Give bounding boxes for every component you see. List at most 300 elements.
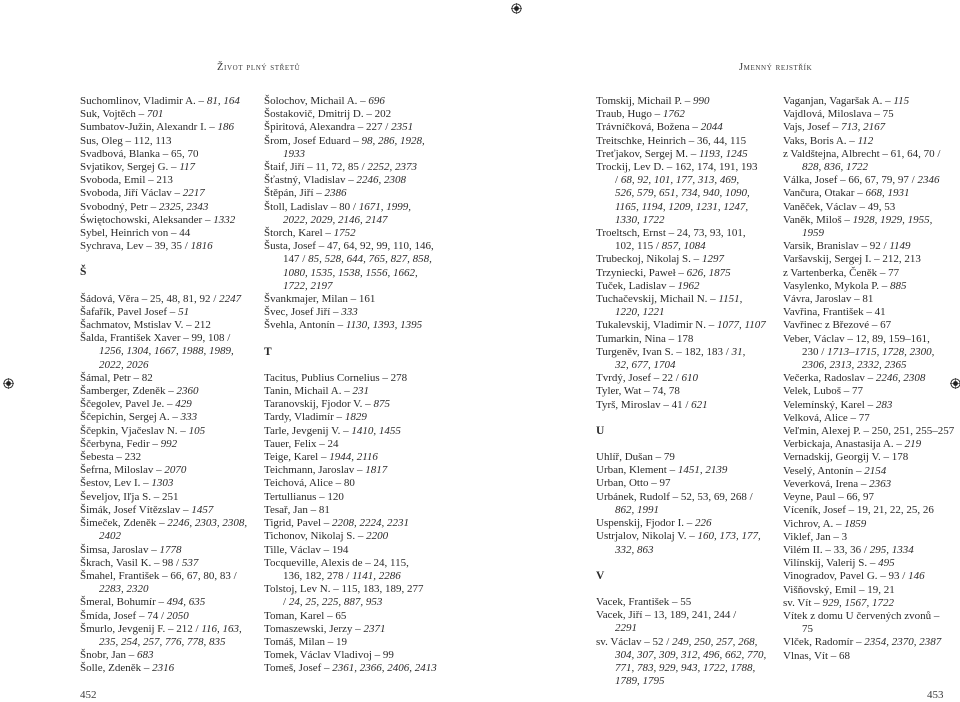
entry-text: Tesař, Jan – 81 xyxy=(264,503,330,516)
entry-pages-italic: 2022, 2026 xyxy=(99,358,149,371)
index-entry xyxy=(80,332,258,345)
entry-text: Sumbatov-Južin, Alexandr I. – xyxy=(80,121,218,134)
index-entry xyxy=(264,636,442,649)
entry-pages-italic: 1959 xyxy=(802,227,824,240)
entry-text: Vichrov, A. – xyxy=(783,517,845,530)
entry-text: Urban, Otto – 97 xyxy=(596,477,671,490)
index-entry xyxy=(596,596,774,609)
index-entry xyxy=(264,623,442,636)
entry-pages-italic: 668, 1931 xyxy=(865,187,910,200)
index-entry xyxy=(80,306,258,319)
entry-pages-italic: 24, 25, 225, 887, 953 xyxy=(288,596,383,609)
entry-pages-italic: 2050 xyxy=(166,609,189,622)
entry-text: Teige, Karel – xyxy=(264,451,330,464)
entry-pages-italic: 495 xyxy=(878,557,895,570)
entry-pages-italic: 2283, 2320 xyxy=(99,583,149,596)
entry-text: Tukalevskij, Vladimir N. – xyxy=(596,319,718,332)
entry-text: Tomek, Václav Vladivoj – 99 xyxy=(264,649,394,662)
entry-text: Taranovskij, Fjodor V. – xyxy=(264,398,374,411)
entry-text: Švankmajer, Milan – 161 xyxy=(264,293,376,306)
entry-text: Tuchačevskij, Michail N. – xyxy=(596,293,719,306)
entry-text: Veverková, Irena – xyxy=(783,477,870,490)
index-entry xyxy=(596,399,774,412)
entry-text: Vajdlová, Miloslava – 75 xyxy=(783,108,894,121)
entry-pages-italic: 2361, 2366, 2406, 2413 xyxy=(332,662,437,675)
index-entry xyxy=(80,649,258,662)
entry-text: Turgeněv, Ivan S. – 182, 183 / xyxy=(596,345,732,358)
entry-text: Uspenskij, Fjodor I. – xyxy=(596,517,695,530)
entry-text: Tolstoj, Lev N. – 115, 183, 189, 277 xyxy=(264,583,424,596)
entry-pages-italic: 231 xyxy=(352,385,369,398)
entry-text: Sychrava, Lev – 39, 35 / xyxy=(80,240,191,253)
index-entry xyxy=(783,544,960,557)
index-entry xyxy=(264,464,442,477)
index-entry xyxy=(264,649,442,662)
index-entry xyxy=(783,280,960,293)
entry-text: Šnobr, Jan – xyxy=(80,649,138,662)
entry-text: Vernadskij, Georgij V. – 178 xyxy=(783,451,909,464)
entry-text: z Valdštejna, Albrecht – 61, 64, 70 / xyxy=(783,147,941,160)
entry-text: Teichová, Alice – 80 xyxy=(264,477,355,490)
index-entry xyxy=(783,584,960,597)
entry-text: 230 / xyxy=(802,345,828,358)
entry-pages-italic: 1410, 1455 xyxy=(351,424,401,437)
index-entry xyxy=(264,293,442,306)
index-entry-continuation xyxy=(80,636,258,649)
entry-text: Tomeš, Josef – xyxy=(264,662,333,675)
entry-text: Šrom, Josef Eduard – xyxy=(264,134,362,147)
entry-pages-italic: 929, 1567, 1722 xyxy=(822,596,894,609)
entry-text: sv. Václav – 52 / xyxy=(596,635,673,648)
entry-text: Suchomlinov, Vladimir A. – xyxy=(80,95,207,107)
index-entry xyxy=(80,174,258,187)
entry-pages-italic: 683 xyxy=(137,649,154,662)
entry-text: Veselý, Antonín – xyxy=(783,464,865,477)
index-entry xyxy=(264,438,442,451)
index-letter-heading: Š xyxy=(80,266,87,279)
index-entry xyxy=(80,570,258,583)
entry-text: Vlček, Radomír – xyxy=(783,636,865,649)
entry-text: Tumarkin, Nina – 178 xyxy=(596,332,694,345)
entry-text: Svoboda, Jiří Václav – xyxy=(80,187,183,200)
index-entry xyxy=(783,121,960,134)
index-entry xyxy=(783,531,960,544)
entry-pages-italic: 1149 xyxy=(889,240,911,253)
index-entry xyxy=(783,478,960,491)
entry-text: Ščegolev, Pavel Je. – xyxy=(80,398,176,411)
entry-pages-italic: 81, 164 xyxy=(206,95,240,107)
entry-text: Vaněk, Miloš – xyxy=(783,213,853,226)
entry-text: Svjatikov, Sergej G. – xyxy=(80,161,180,174)
entry-text: Veyne, Paul – 66, 97 xyxy=(783,491,875,504)
index-entry xyxy=(80,425,258,438)
entry-pages-italic: 51 xyxy=(178,305,190,318)
entry-text: Veľmin, Alexej P. – 250, 251, 255–257 xyxy=(783,425,955,438)
entry-pages-italic: 429 xyxy=(175,398,192,411)
index-entry xyxy=(80,372,258,385)
entry-pages-italic: 2306, 2313, 2332, 2365 xyxy=(802,359,907,372)
entry-pages-italic: 1141, 2286 xyxy=(352,569,401,582)
entry-text: Vilém II. – 33, 36 / xyxy=(783,543,870,556)
entry-text: Šámal, Petr – 82 xyxy=(80,371,153,384)
index-entry xyxy=(596,451,774,464)
index-entry xyxy=(264,398,442,411)
entry-text: Šebesta – 232 xyxy=(80,451,142,464)
entry-text: Trubeckoj, Nikolaj S. – xyxy=(596,253,702,266)
entry-pages-italic: 2402 xyxy=(99,530,121,543)
index-entry xyxy=(783,557,960,570)
entry-pages-italic: 2360 xyxy=(176,385,199,398)
index-entry xyxy=(596,95,774,108)
entry-text: Trávníčková, Božena – xyxy=(596,121,701,134)
entry-pages-italic: 1817 xyxy=(365,464,388,477)
index-column-2 xyxy=(264,95,442,676)
entry-pages-italic: 105 xyxy=(188,424,206,437)
entry-pages-italic: 1778 xyxy=(159,543,182,556)
index-entry xyxy=(783,214,960,227)
index-entry xyxy=(783,597,960,610)
index-entry xyxy=(80,464,258,477)
index-entry-continuation xyxy=(80,359,258,372)
entry-text: Šádová, Věra – 25, 48, 81, 92 / xyxy=(80,292,220,305)
entry-text: Tocqueville, Alexis de – 24, 115, xyxy=(264,556,409,569)
index-entry xyxy=(596,108,774,121)
entry-pages-italic: 1080, 1535, 1538, 1556, 1662, xyxy=(283,266,418,279)
index-entry-continuation xyxy=(264,214,442,227)
index-entry-continuation xyxy=(596,662,774,675)
entry-text: Švehla, Antonín – xyxy=(264,319,346,332)
entry-text: Teichmann, Jaroslav – xyxy=(264,464,366,477)
entry-text: Velková, Alice – 77 xyxy=(783,411,870,424)
index-entry xyxy=(596,148,774,161)
index-entry xyxy=(80,187,258,200)
entry-pages-italic: 1451, 2139 xyxy=(677,464,728,477)
index-entry xyxy=(783,333,960,346)
index-entry-continuation xyxy=(264,596,442,609)
entry-text: Vavřinec z Březové – 67 xyxy=(783,319,892,332)
index-letter-heading: V xyxy=(596,569,605,582)
index-entry xyxy=(264,174,442,187)
index-entry xyxy=(783,95,960,108)
index-entry xyxy=(783,108,960,121)
entry-text: Tille, Václav – 194 xyxy=(264,543,349,556)
entry-text: Šmurlo, Jevgenij F. – 212 / xyxy=(80,622,202,635)
entry-pages-italic: 1130, 1393, 1395 xyxy=(345,319,423,332)
entry-pages-italic: 1762 xyxy=(662,108,685,121)
entry-pages-italic: 112 xyxy=(857,134,874,147)
entry-text: Víceník, Josef – 19, 21, 22, 25, 26 xyxy=(783,504,934,517)
entry-pages-italic: 68, 92, 101, 177, 313, 469, xyxy=(620,174,740,187)
index-entry xyxy=(783,174,960,187)
entry-text: Ščerbyna, Fedir – xyxy=(80,437,161,450)
index-entry xyxy=(783,293,960,306)
index-entry xyxy=(783,148,960,161)
entry-text: Vacek, Jiří – 13, 189, 241, 244 / xyxy=(596,609,737,622)
index-entry xyxy=(264,121,442,134)
index-entry xyxy=(264,662,442,675)
index-entry xyxy=(264,240,442,253)
index-entry-continuation xyxy=(596,649,774,662)
entry-pages-italic: 333 xyxy=(180,411,198,424)
entry-pages-italic: 1816 xyxy=(190,240,213,253)
index-entry xyxy=(783,636,960,649)
index-entry xyxy=(596,161,774,174)
index-entry-continuation xyxy=(80,345,258,358)
index-entry-continuation xyxy=(596,306,774,319)
entry-text: Šimeček, Zdeněk – xyxy=(80,517,168,530)
entry-pages-italic: 2022, 2029, 2146, 2147 xyxy=(283,213,388,226)
entry-text: Vajs, Josef – xyxy=(783,121,842,134)
entry-text: Svobodný, Petr – xyxy=(80,200,159,213)
entry-text: Tomáš, Milan – 19 xyxy=(264,635,347,648)
index-column-1 xyxy=(80,95,258,676)
entry-text: Svadbová, Blanka – 65, 70 xyxy=(80,147,199,160)
entry-text: Šalda, František Xaver – 99, 108 / xyxy=(80,332,231,345)
entry-pages-italic: 249, 250, 257, 268, xyxy=(672,635,758,648)
index-entry xyxy=(80,240,258,253)
entry-text: 147 / xyxy=(283,253,309,266)
entry-pages-italic: 85, 528, 644, 765, 827, 858, xyxy=(308,253,432,266)
entry-text: Šmahel, František – 66, 67, 80, 83 / xyxy=(80,569,237,582)
entry-pages-italic: 696 xyxy=(368,95,385,107)
index-entry xyxy=(264,319,442,332)
index-entry xyxy=(264,491,442,504)
running-head-left: Život plný střetů xyxy=(217,62,301,73)
entry-text: Tacitus, Publius Cornelius – 278 xyxy=(264,371,408,384)
index-entry xyxy=(783,412,960,425)
entry-pages-italic: 992 xyxy=(160,437,178,450)
index-entry xyxy=(80,544,258,557)
entry-pages-italic: 1962 xyxy=(677,279,700,292)
entry-pages-italic: 115 xyxy=(893,95,910,107)
entry-text: Urbánek, Rudolf – 52, 53, 69, 268 / xyxy=(596,490,753,503)
index-entry xyxy=(80,148,258,161)
entry-pages-italic: 828, 836, 1722 xyxy=(802,161,868,174)
index-entry xyxy=(80,491,258,504)
registration-mark-icon xyxy=(511,3,522,14)
entry-pages-italic: 2325, 2343 xyxy=(158,200,209,213)
index-entry xyxy=(264,161,442,174)
entry-text: Šmída, Josef – 74 / xyxy=(80,609,167,622)
entry-pages-italic: 862, 1991 xyxy=(615,503,659,516)
entry-text: Świętochowski, Aleksander – xyxy=(80,213,214,226)
entry-pages-italic: 98, 286, 1928, xyxy=(361,134,425,147)
entry-pages-italic: 701 xyxy=(146,108,164,121)
entry-pages-italic: 2386 xyxy=(324,187,347,200)
entry-text: Tertullianus – 120 xyxy=(264,490,344,503)
entry-text: Ščepkin, Vjačeslav N. – xyxy=(80,424,189,437)
index-entry-continuation xyxy=(783,623,960,636)
registration-mark-icon xyxy=(3,378,14,389)
entry-pages-italic: 1752 xyxy=(333,227,356,240)
entry-text: Štaif, Jiří – 11, 72, 85 / xyxy=(264,161,368,174)
index-entry xyxy=(264,425,442,438)
index-entry xyxy=(264,95,442,108)
index-entry xyxy=(783,372,960,385)
entry-text: Varsik, Branislav – 92 / xyxy=(783,240,890,253)
index-entry xyxy=(264,187,442,200)
entry-pages-italic: 226 xyxy=(695,517,712,530)
index-entry xyxy=(783,570,960,583)
index-entry xyxy=(264,583,442,596)
index-entry-continuation xyxy=(596,240,774,253)
entry-pages-italic: 1220, 1221 xyxy=(615,306,665,319)
entry-pages-italic: 1332 xyxy=(213,213,236,226)
index-entry-continuation xyxy=(596,544,774,557)
index-entry-continuation xyxy=(264,267,442,280)
entry-pages-italic: 2044 xyxy=(700,121,723,134)
index-entry xyxy=(80,504,258,517)
entry-text: 136, 182, 278 / xyxy=(283,569,353,582)
entry-text: Trzyniecki, Paweł – xyxy=(596,266,687,279)
index-entry xyxy=(596,346,774,359)
entry-text: Tvrdý, Josef – 22 / xyxy=(596,372,682,385)
entry-text: Tyler, Wat – 74, 78 xyxy=(596,385,680,398)
index-entry xyxy=(783,306,960,319)
index-entry xyxy=(783,438,960,451)
entry-pages-italic: 2363 xyxy=(869,477,892,490)
index-entry xyxy=(80,596,258,609)
page-number-left: 452 xyxy=(80,689,97,701)
index-entry xyxy=(596,319,774,332)
index-entry xyxy=(80,214,258,227)
entry-text: Tuček, Ladislav – xyxy=(596,279,678,292)
entry-pages-italic: 2371 xyxy=(363,622,386,635)
index-entry xyxy=(264,610,442,623)
entry-text: Urban, Klement – xyxy=(596,464,678,477)
entry-pages-italic: 332, 863 xyxy=(615,543,654,556)
index-letter-heading: T xyxy=(264,345,272,358)
index-entry xyxy=(596,293,774,306)
entry-text: Šmeral, Bohumír – xyxy=(80,596,167,609)
index-entry xyxy=(596,530,774,543)
entry-pages-italic: 2208, 2224, 2231 xyxy=(332,517,410,530)
index-entry xyxy=(783,319,960,332)
index-entry xyxy=(596,517,774,530)
entry-pages-italic: 146 xyxy=(908,570,925,583)
entry-pages-italic: 2154 xyxy=(864,464,887,477)
entry-text: Švec, Josef Jiří – xyxy=(264,306,342,319)
entry-pages-italic: 1713–1715, 1728, 2300, xyxy=(827,345,935,358)
entry-text: Uhlíř, Dušan – 79 xyxy=(596,451,675,464)
index-entry xyxy=(264,504,442,517)
index-entry xyxy=(596,477,774,490)
entry-text: Viklef, Jan – 3 xyxy=(783,530,848,543)
entry-text: Vilínskij, Valerij S. – xyxy=(783,557,879,570)
index-entry-continuation xyxy=(596,504,774,517)
index-entry xyxy=(596,385,774,398)
entry-pages-italic: 1193, 1245 xyxy=(699,147,748,160)
entry-pages-italic: 2316 xyxy=(152,662,175,675)
index-entry xyxy=(80,411,258,424)
entry-text: Tarle, Jevgenij V. – xyxy=(264,424,352,437)
entry-text: Večerka, Radoslav – xyxy=(783,372,876,385)
index-entry xyxy=(783,425,960,438)
entry-text: Veber, Václav – 12, 89, 159–161, xyxy=(783,332,930,345)
index-entry-continuation xyxy=(80,530,258,543)
entry-text: Šamberger, Zdeněk – xyxy=(80,385,177,398)
entry-text: Šolochov, Michail A. – xyxy=(264,95,369,107)
index-entry xyxy=(783,465,960,478)
entry-pages-italic: 2070 xyxy=(164,464,187,477)
entry-pages-italic: 1151, xyxy=(718,293,743,306)
entry-text: Višňovský, Emil – 19, 21 xyxy=(783,583,895,596)
index-entry xyxy=(783,267,960,280)
entry-pages-italic: 186 xyxy=(217,121,234,134)
entry-text: Verbickaja, Anastasija A. – xyxy=(783,438,905,451)
entry-pages-italic: 610 xyxy=(681,372,699,385)
entry-pages-italic: 1829 xyxy=(344,411,367,424)
index-entry xyxy=(264,530,442,543)
entry-text: Tyrš, Miroslav – 41 / xyxy=(596,398,692,411)
index-entry xyxy=(80,161,258,174)
index-column-3 xyxy=(596,95,774,688)
entry-pages-italic: 304, 307, 309, 312, 496, 662, 770, xyxy=(615,648,767,661)
index-entry xyxy=(264,372,442,385)
entry-text: / xyxy=(615,174,621,187)
entry-pages-italic: 875 xyxy=(373,398,390,411)
entry-text: Štorch, Karel – xyxy=(264,227,334,240)
index-entry xyxy=(80,662,258,675)
entry-text: Vančura, Otakar – xyxy=(783,187,866,200)
entry-text: Sybel, Heinrich von – 44 xyxy=(80,227,191,240)
entry-text: Ustrjalov, Nikolaj V. – xyxy=(596,530,698,543)
index-entry xyxy=(264,517,442,530)
entry-pages-italic: 333 xyxy=(341,306,358,319)
entry-pages-italic: 1671, 1999, xyxy=(358,200,411,213)
entry-text: Ščepichin, Sergej A. – xyxy=(80,411,181,424)
entry-pages-italic: 1457 xyxy=(191,503,214,516)
entry-pages-italic: 2246, 2303, 2308, xyxy=(167,517,248,530)
entry-pages-italic: 771, 783, 929, 943, 1722, 1788, xyxy=(615,661,756,674)
index-entry xyxy=(264,108,442,121)
index-entry-continuation xyxy=(264,253,442,266)
entry-text: Vacek, František – 55 xyxy=(596,595,692,608)
entry-text: sv. Vít – xyxy=(783,596,823,609)
index-entry-continuation xyxy=(596,622,774,635)
index-entry xyxy=(80,293,258,306)
entry-text: Vavřina, František – 41 xyxy=(783,306,886,319)
index-letter-heading: U xyxy=(596,424,605,437)
index-entry xyxy=(80,517,258,530)
entry-text: Trockij, Lev D. – 162, 174, 191, 193 xyxy=(596,161,758,174)
entry-pages-italic: 32, 677, 1704 xyxy=(615,359,676,372)
index-entry xyxy=(80,135,258,148)
index-entry-continuation xyxy=(783,161,960,174)
entry-pages-italic: 2351 xyxy=(391,121,414,134)
index-entry xyxy=(783,240,960,253)
entry-pages-italic: 494, 635 xyxy=(166,596,206,609)
index-entry xyxy=(80,95,258,108)
entry-pages-italic: 713, 2167 xyxy=(841,121,886,134)
entry-text: Špiritová, Alexandra – 227 / xyxy=(264,121,392,134)
index-entry-continuation xyxy=(783,346,960,359)
index-entry-continuation xyxy=(596,174,774,187)
entry-text: Šostakovič, Dmitrij D. – 202 xyxy=(264,108,392,121)
index-entry-continuation xyxy=(596,187,774,200)
index-entry xyxy=(596,135,774,148)
entry-text: Vaněček, Václav – 49, 53 xyxy=(783,200,896,213)
index-entry xyxy=(264,477,442,490)
index-entry-continuation xyxy=(264,570,442,583)
entry-pages-italic: 117 xyxy=(179,161,195,174)
entry-pages-italic: 2252, 2373 xyxy=(367,161,417,174)
entry-pages-italic: 2200 xyxy=(366,530,389,543)
index-entry xyxy=(80,557,258,570)
index-entry-continuation xyxy=(264,280,442,293)
index-entry xyxy=(596,333,774,346)
index-entry-continuation xyxy=(596,675,774,688)
